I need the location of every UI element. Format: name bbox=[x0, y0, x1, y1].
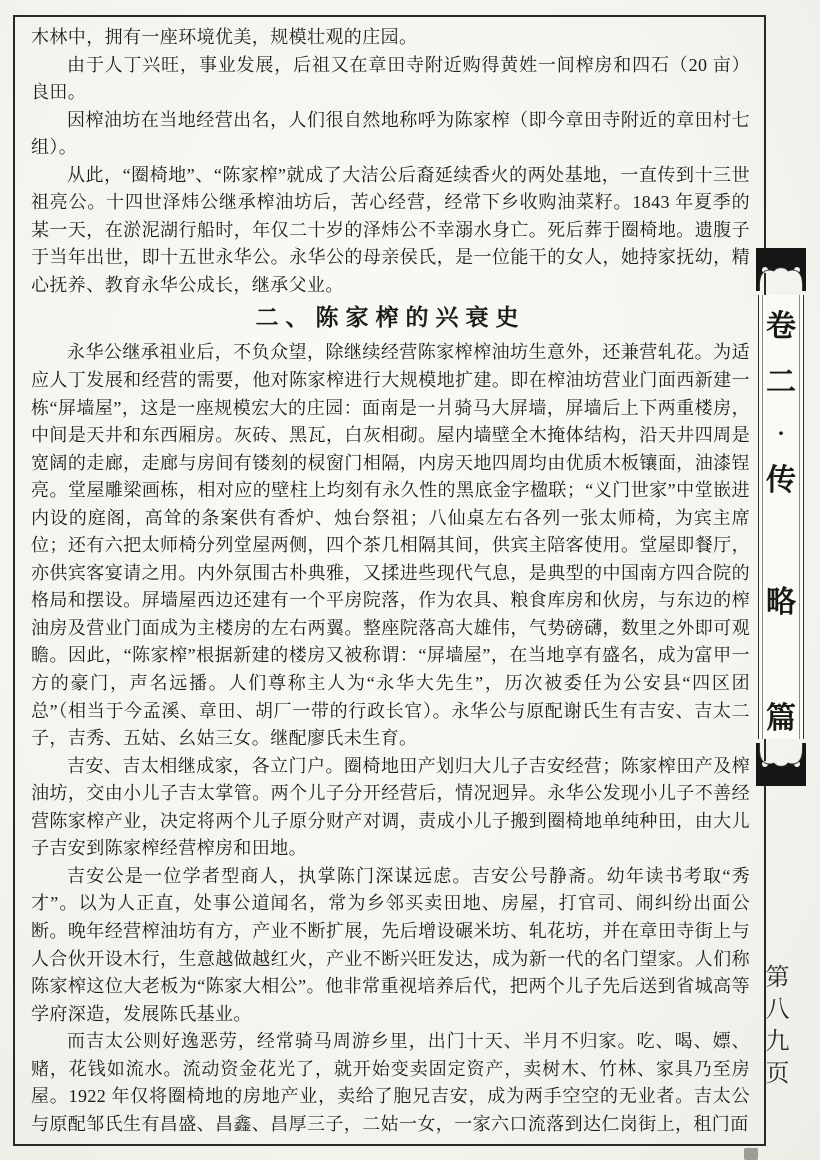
banner-label-char: 卷 bbox=[766, 309, 796, 344]
paragraph: 永华公继承祖业后，不负众望，除继续经营陈家榨榨油坊生意外，还兼营轧花。为适应人丁发展和经营的需要，他对陈家榨进行大规模地扩建。即在榨油坊营业门面西新建一栋“屏墙屋”，这是一座规模宏大的庄园：面南是一爿骑马大屏墙，屏墙后上下两重楼房，中间是天井和东西厢房。灰砖、黑瓦，白灰相砌。屋内墙壁全木掩体结构，沿天井四周是宽阔的走廊，走廊与房间有镂刻的棂窗门相隔，内房天地四周均由优质木板镶面，油漆锃亮。堂屋雕梁画栋，相对应的壁柱上均刻有永久性的黑底金字楹联；“义门世家”中堂嵌进内设的庭阁，高耸的条案供有香炉、烛台祭祖；八仙桌左右各列一张太师椅，为宾主席位；还有六把太师椅分列堂屋两侧，四个茶几相隔其间，供宾主陪客使用。堂屋即餐厅，亦供宾客宴请之用。内外氛围古朴典雅，又揉进些现代气息，是典型的中国南方四合院的格局和摆设。屏墙屋西边还建有一个平房院落，作为农具、粮食库房和伙房，与东边的榨油房及营业门面成为主楼房的左右两翼。整座院落高大雄伟，气势磅礴，数里之外即可观瞻。因此，“陈家榨”根据新建的楼房又被称谓：“屏墙屋”，在当地享有盛名，成为富甲一方的豪门，声名远播。人们尊称主人为“永华大先生”，历次被委任为公安县“四区团总”（相当于今孟溪、章田、胡厂一带的行政长官）。永华公与原配谢氏生有吉安、吉太二子，吉秀、五姑、幺姑三女。继配廖氏未生育。 bbox=[31, 342, 750, 749]
banner-label-char: 二 bbox=[766, 365, 796, 400]
banner-bottom-bar bbox=[756, 773, 806, 786]
body-text bbox=[31, 24, 750, 1138]
banner-top-bar bbox=[756, 248, 806, 261]
paragraph-continuation: 木林中，拥有一座环境优美，规模壮观的庄园。 bbox=[31, 27, 418, 47]
banner-label-char: 略 bbox=[766, 585, 796, 620]
banner-label-char: · bbox=[777, 421, 785, 445]
paragraph: 从此，“圈椅地”、“陈家榨”就成了大洁公后裔延续香火的两处基地，一直传到十三世祖亮公。十四世泽炜公继承榨油坊后，苦心经营，经常下乡收购油菜籽。1843 年夏季的某一天，在淤泥湖行船时，年仅二十岁的泽炜公不幸溺水身亡。死后葬于圈椅地。遗腹子于当年出世，即十五世永华公。永华公的母亲侯氏，是一位能干的女人，她持家抚幼，精心抚养、教育永华公成长，继承父业。 bbox=[31, 164, 750, 295]
paragraph: 由于人丁兴旺，事业发展，后祖又在章田寺附近购得黄姓一间榨房和四石（20 亩）良田。 bbox=[31, 54, 750, 103]
banner-label-char: 篇 bbox=[766, 701, 796, 736]
volume-banner bbox=[756, 248, 806, 790]
paragraph: 因榨油坊在当地经营出名，人们很自然地称呼为陈家榨（即今章田寺附近的章田村七组）。 bbox=[31, 109, 750, 158]
banner-body bbox=[758, 295, 804, 739]
banner-ornament-top-icon bbox=[756, 261, 806, 295]
banner-inner-border bbox=[762, 295, 800, 739]
paragraph: 吉安公是一位学者型商人，执掌陈门深谋远虑。吉安公号静斋。幼年读书考取“秀才”。以为人正直，处事公道闻名，常为乡邻买卖田地、房屋，打官司、闹纠纷出面公断。晚年经营榨油坊有方，产业不断扩展，先后增设碾米坊、轧花坊，并在章田寺街上与人合伙开设木行，生意越做越红火，产业不断兴旺发达，成为新一代的名门望家。人们称陈家榨这位大老板为“陈家大相公”。他非常重视培养后代，把两个儿子先后送到省城高等学府深造，发展陈氏基业。 bbox=[31, 865, 750, 1024]
section-heading: 二、陈家榨的兴衰史 bbox=[255, 305, 526, 331]
paragraph: 吉安、吉太相继成家，各立门户。圈椅地田产划归大儿子吉安经营；陈家榨田产及榨油坊，交由小儿子吉太掌管。两个儿子分开经营后，情况迥异。永华公发现小儿子不善经营陈家榨产业，决定将两个儿子原分财产对调，责成小儿子搬到圈椅地单纯种田，由大儿子吉安到陈家榨经营榨房和田地。 bbox=[31, 755, 750, 859]
scan-artifact bbox=[744, 1148, 758, 1160]
paragraph: 而吉太公则好逸恶劳，经常骑马周游乡里，出门十天、半月不归家。吃、喝、嫖、赌，花钱如流水。流动资金花光了，就开始变卖固定资产，卖树木、竹林、家具乃至房屋。1922 年仅将圈椅地的房地产业，卖给了胞兄吉安，成为两手空空的无业者。吉太公与原配邹氏生有昌盛、昌鑫、昌厚三子，二姑一女，一家六口流落到达仁岗街上，租门面 bbox=[31, 1031, 750, 1134]
banner-ornament-bottom-icon bbox=[756, 739, 806, 773]
page-number: 第八九页 bbox=[761, 964, 789, 1092]
banner-label-char: 传 bbox=[766, 463, 796, 498]
text-frame bbox=[13, 15, 766, 1146]
